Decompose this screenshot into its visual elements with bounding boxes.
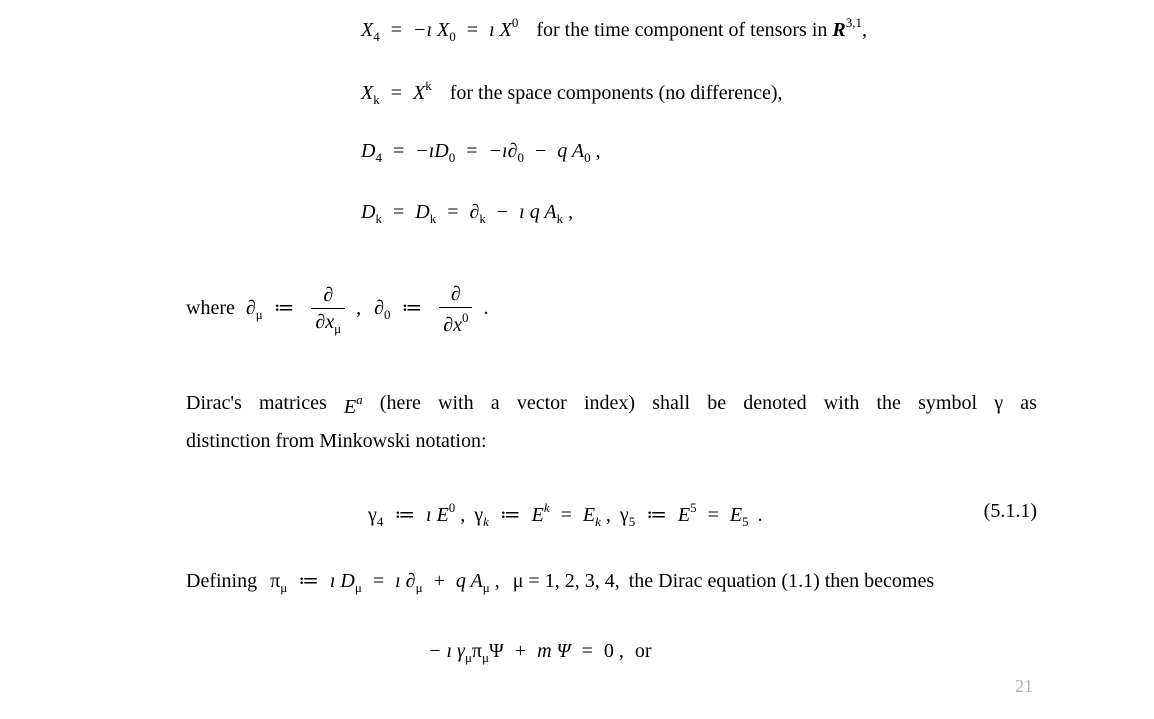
mu-range: μ = 1, 2, 3, 4,: [512, 570, 620, 592]
term: E: [582, 504, 596, 526]
term: E: [729, 504, 743, 526]
term: ı ∂: [395, 570, 416, 592]
symbol-e: E: [343, 396, 357, 418]
equals-sign: =: [707, 504, 719, 526]
punctuation: ,: [595, 140, 601, 162]
fraction-denominator: ∂x: [443, 314, 462, 336]
assign-sign: ≔: [394, 504, 416, 526]
equation-gamma: [368, 501, 763, 528]
psi-symbol: Ψ: [489, 640, 504, 662]
superscript: 5: [690, 500, 697, 515]
term: E: [677, 504, 691, 526]
subscript: μ: [482, 650, 490, 665]
assign-sign: ≔: [401, 297, 423, 320]
subscript: k: [375, 211, 382, 226]
superscript: 0: [511, 15, 519, 30]
gamma-symbol: γ: [474, 504, 484, 526]
subscript: k: [556, 211, 564, 226]
equation-dk: [361, 202, 573, 225]
subscript: 4: [373, 29, 380, 44]
word: Dirac's: [186, 392, 242, 414]
assign-sign: ≔: [273, 297, 295, 320]
term: ı E: [426, 504, 449, 526]
term: m Ψ: [537, 640, 571, 662]
gamma-symbol: γ: [994, 392, 1004, 414]
word: vector: [516, 392, 567, 414]
where-word: where: [186, 297, 235, 320]
e-symbol: [344, 393, 363, 417]
term: X: [413, 82, 426, 104]
superscript: 0: [461, 310, 469, 325]
word: as: [1020, 392, 1037, 414]
explanation-text: for the space components (no difference),: [449, 82, 783, 104]
subscript: 0: [449, 29, 456, 44]
fraction-numerator: ∂: [311, 285, 345, 309]
equals-sign: =: [390, 19, 402, 41]
word: with: [823, 392, 860, 414]
punctuation: ,: [494, 570, 500, 592]
word: index): [584, 392, 636, 414]
fraction-numerator: ∂: [439, 284, 472, 308]
page-number: 21: [1015, 676, 1033, 696]
punctuation: ,: [568, 201, 574, 223]
term: q A: [455, 570, 483, 592]
dirac-paragraph-line-2: distinction from Minkowski notation:: [186, 430, 487, 452]
subscript: 5: [742, 514, 749, 529]
where-definition: [186, 284, 488, 335]
subscript: k: [483, 514, 489, 529]
explanation-text: the Dirac equation (1.1) then becomes: [628, 570, 935, 592]
plus-sign: +: [433, 570, 445, 592]
subscript: k: [429, 211, 437, 226]
subscript: μ: [354, 580, 362, 595]
word: (here: [379, 392, 421, 414]
assign-sign: ≔: [499, 504, 521, 526]
explanation-text: for the time component of tensors in: [536, 19, 833, 41]
subscript: k: [479, 211, 486, 226]
equation-number: (5.1.1): [983, 500, 1037, 522]
fraction-d-dx-mu: [311, 285, 345, 335]
punctuation: .: [483, 297, 489, 320]
word: symbol: [918, 392, 978, 414]
gamma-symbol: γ: [619, 504, 629, 526]
equals-sign: =: [447, 201, 459, 223]
subscript: k: [595, 514, 601, 529]
term: D: [415, 201, 430, 223]
pi-symbol: π: [471, 640, 483, 662]
defining-line: [186, 571, 934, 594]
superscript: k: [425, 78, 432, 93]
word: shall: [652, 392, 691, 414]
defining-word: Defining: [186, 570, 258, 592]
superscript: k: [543, 500, 550, 515]
subscript: 0: [448, 150, 456, 165]
term: ı X: [489, 19, 512, 41]
equation-xk: [361, 79, 783, 106]
symbol-d: D: [361, 201, 376, 223]
word: with: [438, 392, 474, 414]
partial-symbol: ∂: [245, 297, 256, 320]
term: ı q A: [519, 201, 557, 223]
superscript: a: [356, 392, 363, 407]
punctuation: ,: [356, 297, 362, 320]
or-word: or: [634, 640, 652, 662]
dirac-equation: [428, 641, 652, 664]
plus-sign: +: [514, 640, 527, 662]
subscript: 0: [584, 150, 591, 165]
minus-sign: −: [496, 201, 509, 223]
subscript: μ: [415, 580, 423, 595]
superscript: 3,1: [845, 15, 862, 30]
equals-sign: =: [466, 140, 478, 162]
term: ∂: [469, 201, 480, 223]
equation-x4: [361, 16, 867, 43]
punctuation: ,: [605, 504, 611, 526]
assign-sign: ≔: [298, 570, 319, 592]
term: −ı∂: [488, 140, 518, 162]
subscript: μ: [255, 307, 263, 323]
minus-sign: −: [534, 140, 547, 162]
subscript: μ: [334, 320, 342, 336]
subscript: 4: [375, 150, 382, 165]
symbol-x: X: [361, 82, 374, 104]
subscript: μ: [280, 580, 288, 595]
term: E: [531, 504, 544, 526]
symbol-d: D: [361, 140, 376, 162]
word: a: [490, 392, 500, 414]
word: be: [707, 392, 727, 414]
gamma-symbol: γ: [368, 504, 377, 526]
fraction-d-dx-0: [439, 284, 472, 335]
subscript: 0: [517, 150, 524, 165]
dirac-paragraph-line-1: [186, 393, 1037, 417]
subscript: μ: [482, 580, 490, 595]
fraction-denominator: ∂x: [315, 310, 335, 333]
term: q A: [557, 140, 585, 162]
term: −ı X: [413, 19, 450, 41]
equals-sign: =: [392, 201, 405, 223]
subscript: 0: [384, 307, 391, 323]
zero: 0: [603, 640, 614, 662]
punctuation: ,: [861, 19, 867, 41]
term: ı D: [329, 570, 355, 592]
word: denoted: [743, 392, 807, 414]
equals-sign: =: [372, 570, 385, 592]
equals-sign: =: [560, 504, 572, 526]
equation-d4: [361, 141, 601, 164]
pi-symbol: π: [270, 570, 281, 592]
assign-sign: ≔: [646, 504, 667, 526]
punctuation: .: [757, 504, 763, 526]
equals-sign: =: [466, 19, 479, 41]
superscript: 0: [448, 500, 456, 515]
equals-sign: =: [390, 82, 402, 104]
word: matrices: [258, 392, 327, 414]
equals-sign: =: [581, 640, 593, 662]
term: −ıD: [415, 140, 449, 162]
punctuation: ,: [618, 640, 624, 662]
term: − ı γ: [428, 640, 465, 662]
symbol-x: X: [361, 19, 374, 41]
subscript: k: [373, 92, 380, 107]
subscript: 5: [628, 514, 636, 529]
equals-sign: =: [392, 140, 405, 162]
subscript: 4: [376, 514, 384, 529]
partial-symbol: ∂: [374, 297, 385, 320]
word: the: [876, 392, 901, 414]
space-symbol: R: [832, 19, 846, 41]
punctuation: ,: [460, 504, 466, 526]
subscript: μ: [464, 650, 472, 665]
